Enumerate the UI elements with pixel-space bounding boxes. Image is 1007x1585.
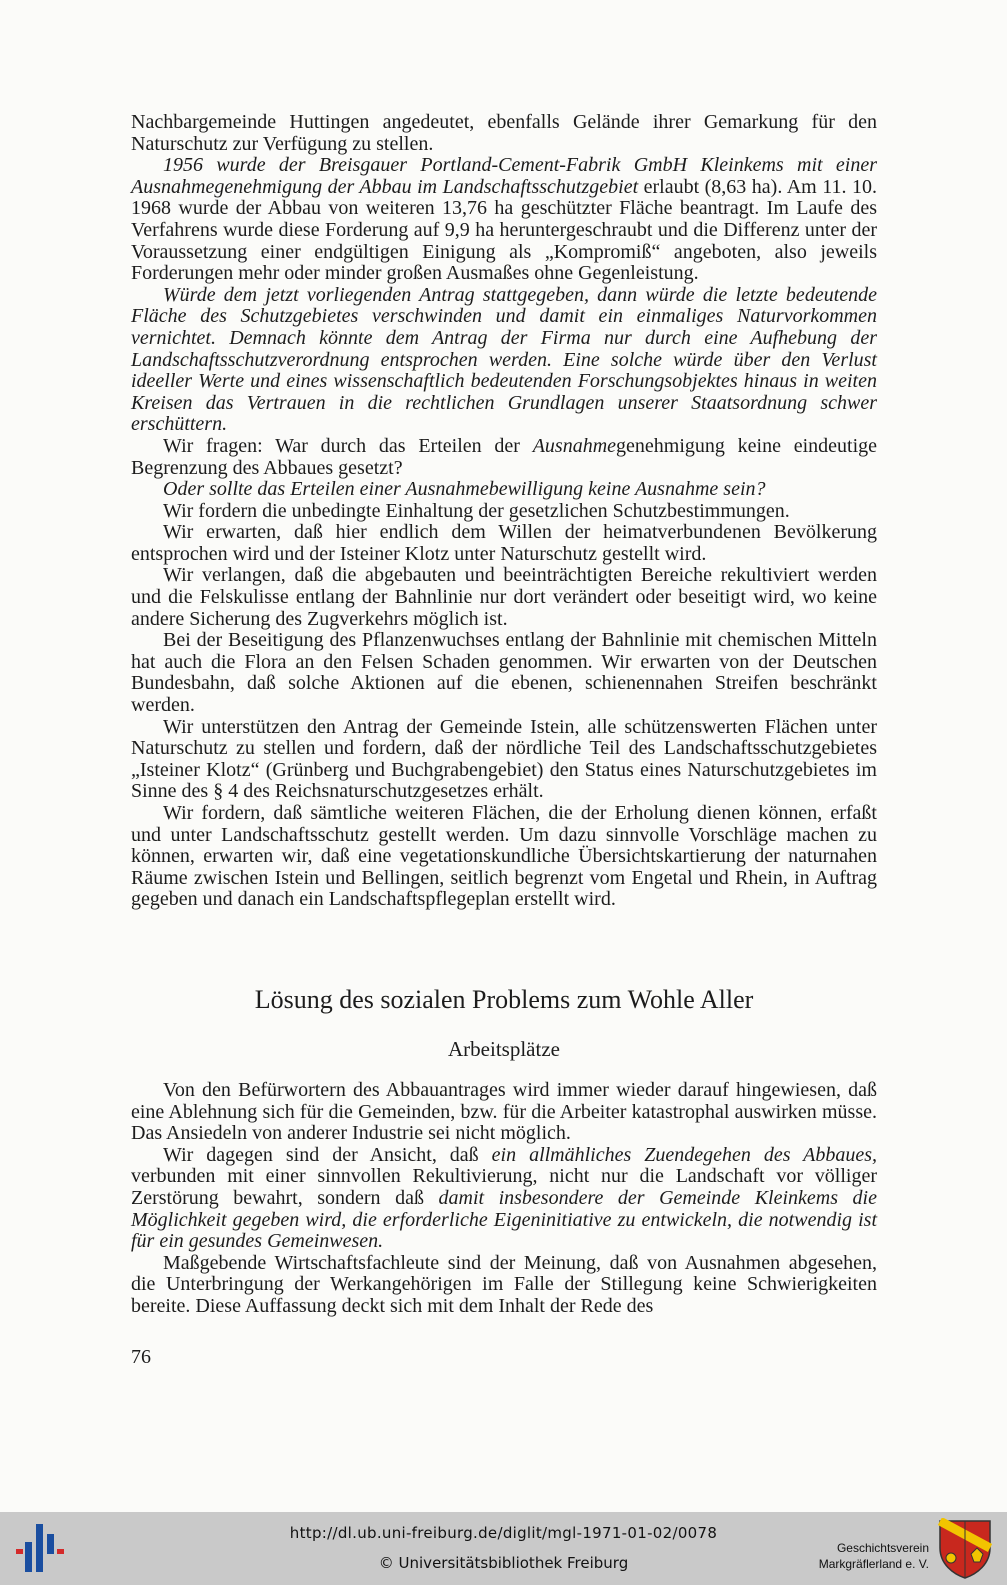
copyright-notice: © Universitätsbibliothek Freiburg [378,1554,629,1572]
text-run: Bei der Beseitigung des Pflanzenwuchses entlang der Bahnlinie mit chemischen Mitteln hat auch die Flora an den Felsen Schaden genommen. Wir erwarten von der Deutschen Bundesbahn, daß solche Aktionen auf die ebenen, schienennahen Streifen beschränkt werden. [131,629,877,717]
italic-text: ein allmähliches Zuendegehen des Abbaues, [491,1143,878,1166]
text-run: Von den Befürwortern des Abbauantrages wird immer wieder darauf hingewiesen, daß eine Ablehnung sich für die Gemeinden, bzw. für die Arbeiter katastrophal auswirken müsse. Das Ansiedeln von anderer Industrie sei nicht möglich. [131,1079,877,1145]
coat-of-arms-icon [937,1518,993,1580]
paragraph [131,155,877,285]
italic-text: Ausnahme [532,434,617,457]
paragraph [131,803,877,911]
paragraph [131,1080,877,1145]
text-run: Maßgebende Wirtschaftsfachleute sind der Meinung, daß von Ausnahmen abgesehen, die Unterbringung der Werkangehörigen im Falle der Stillegung keine Schwierigkeiten bereite. Diese Auffassung deckt sich mit dem Inhalt der Rede des [131,1251,877,1317]
publisher-name [819,1540,929,1572]
paragraph [131,436,877,479]
paragraph [131,112,877,155]
paragraph [131,1145,877,1253]
italic-text: 1956 wurde der Breisgauer Portland-Cement-Fabrik GmbH Kleinkems mit einer Ausnahmegenehmigung der Abbau im Landschaftsschutzgebiet [131,154,877,198]
paragraph [131,717,877,803]
section-heading: Lösung des sozialen Problems zum Wohle Aller [254,985,754,1014]
paragraph [131,285,877,436]
paragraph [131,501,877,523]
italic-text: Würde dem jetzt vorliegenden Antrag stattgegeben, dann würde die letzte bedeutende Fläche des Schutzgebietes verschwinden und damit ein einmaliges Naturvorkommen vernichtet. Demnach könnte dem Antrag der Firma nur durch eine Aufhebung der Landschaftsschutzverordnung entsprochen werden. Eine solche würde über den Verlust ideeller Werte und eines wissenschaftlich bedeutenden Forschungsobjektes hinaus in weiten Kreisen das Vertrauen in die rechtlichen Grundlagen unserer Staatsordnung schwer erschüttern. [131,283,877,436]
italic-text: Oder sollte das Erteilen einer Ausnahmebewilligung keine Ausnahme sein? [163,478,766,501]
text-run: Wir fragen: War durch das Erteilen der [163,434,533,457]
publisher-line-2: Markgräflerland e. V. [818,1557,929,1571]
text-run: genehmigung keine eindeutige Begrenzung des Abbaues gesetzt? [131,434,877,479]
body-text-2 [131,1080,877,1318]
text-run: erlaubt (8,63 ha). Am 11. 10. 1968 wurde der Abbau von weiteren 13,76 ha geschützter Fläche beantragt. Im Laufe des Verfahrens wurde diese Forderung auf 9,9 ha heruntergeschraubt und die Differenz unter der Voraussetzung einer endgültigen Einigung als „Kompromiß“ angeboten, also jeweils Forderungen mehr oder minder großen Ausmaßes ohne Gegenleistung. [131,175,877,285]
paragraph [131,479,877,501]
text-run: Nachbargemeinde Huttingen angedeutet, ebenfalls Gelände ihrer Gemarkung für den Naturschutz zur Verfügung zu stellen. [131,111,877,155]
document-url[interactable]: http://dl.ub.uni-freiburg.de/diglit/mgl-1971-01-02/0078 [289,1524,718,1542]
text-run: Wir fordern die unbedingte Einhaltung der gesetzlichen Schutzbestimmungen. [163,499,790,522]
subheading: Arbeitsplätze [448,1037,560,1061]
body-text [131,112,877,911]
italic-text: damit insbesondere der Gemeinde Kleinkems die Möglichkeit gegeben wird, die erforderliche Eigeninitiative zu entwickeln, die notwendig ist für ein gesundes Gemeinwesen. [131,1186,877,1253]
paragraph [131,565,877,630]
text-run: verbunden mit einer sinnvollen Rekultivierung, nicht nur die Landschaft vor völliger Zerstörung bewahrt, sondern daß [131,1165,877,1209]
text-run: Wir fordern, daß sämtliche weiteren Flächen, die der Erholung dienen können, erfaßt und unter Landschaftsschutz gestellt werden. Um dazu sinnvolle Vorschläge machen zu können, erwarten wir, daß eine vegetationskundliche Übersichtskartierung der naturnahen Räume zwischen Istein und Bellingen, seitlich begrenzt vom Engetal und Rhein, in Auftrag gegeben und danach ein Landschaftspflegeplan erstellt wird. [131,802,877,911]
text-run: Wir dagegen sind der Ansicht, daß [163,1143,492,1166]
viewer-footer [0,1512,1007,1585]
paragraph [131,522,877,565]
paragraph [131,1253,877,1318]
paragraph [131,630,877,716]
publisher-line-1: Geschichtsverein [836,1541,929,1555]
text-run: Wir erwarten, daß hier endlich dem Willen der heimatverbundenen Bevölkerung entsprochen wird und der Isteiner Klotz unter Naturschutz gestellt wird. [131,521,877,565]
page-number: 76 [131,1346,151,1368]
text-run: Wir verlangen, daß die abgebauten und beeinträchtigten Bereiche rekultiviert werden und die Felskulisse entlang der Bahnlinie nur dort verändert oder beseitigt wird, wo keine andere Sicherung des Zugverkehrs möglich ist. [131,564,877,630]
text-run: Wir unterstützen den Antrag der Gemeinde Istein, alle schützenswerten Flächen unter Naturschutz zu stellen und fordern, daß der nördliche Teil des Landschaftsschutzgebietes „Isteiner Klotz“ (Grünberg und Buchgrabengebiet) den Status eines Naturschutzgebietes im Sinne des § 4 des Reichsnaturschutzgesetzes erhält. [131,715,877,803]
